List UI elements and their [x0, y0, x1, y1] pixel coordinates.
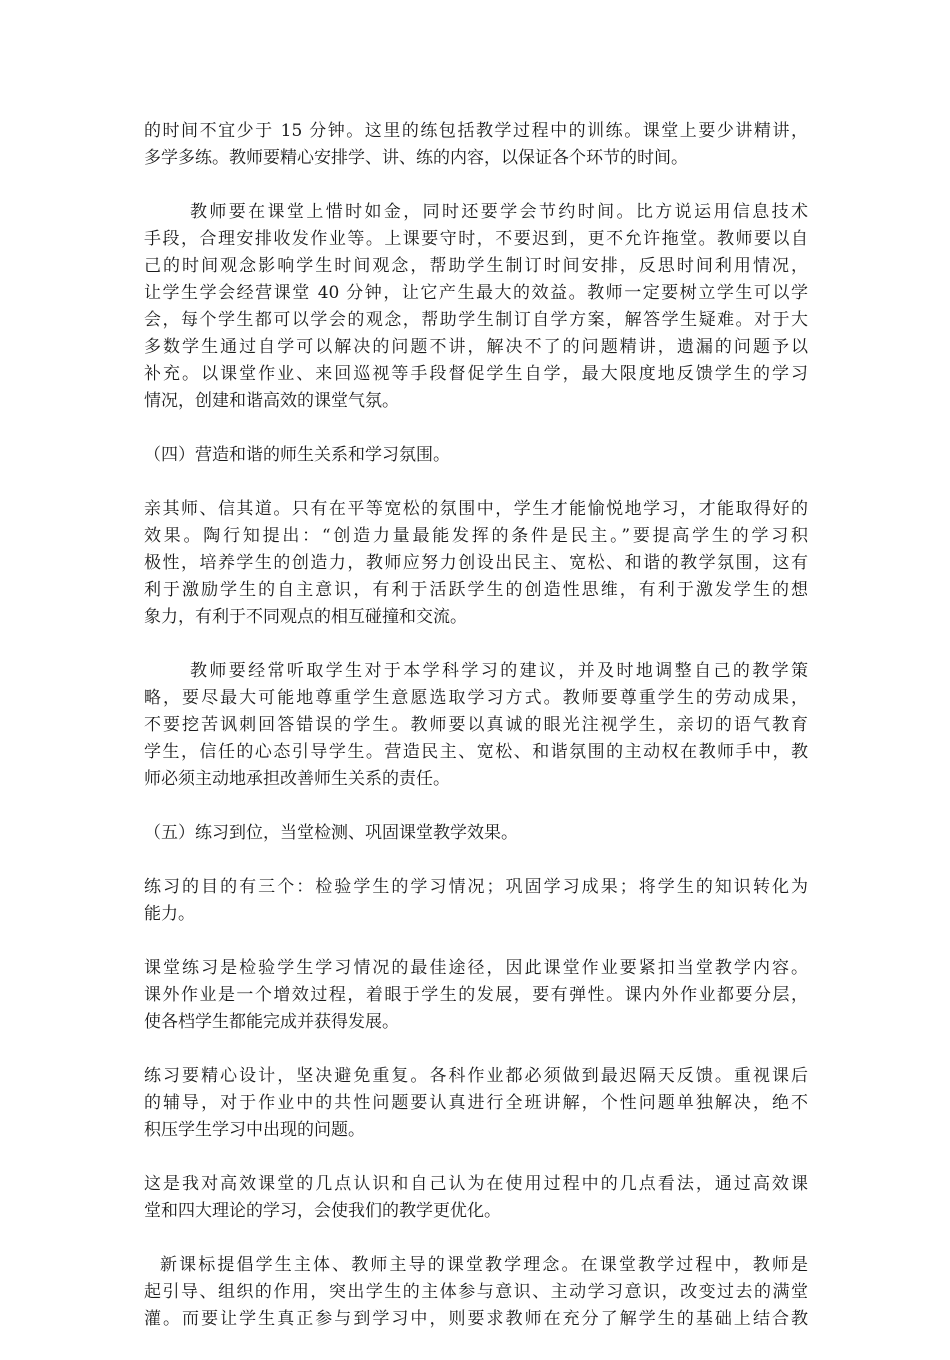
- text-line: 堂和四大理论的学习，会使我们的教学更优化。: [144, 1201, 501, 1221]
- text-line: 己的时间观念影响学生时间观念，帮助学生制订时间安排，反思时间利用情况，: [144, 256, 808, 276]
- text-line: 练习的目的有三个：检验学生的学习情况；巩固学习成果；将学生的知识转化为: [144, 877, 808, 897]
- text-line: 让学生学会经营课堂 40 分钟，让它产生最大的效益。教师一定要树立学生可以学: [144, 283, 808, 303]
- text-line: 情况，创建和谐高效的课堂气氛。: [144, 391, 399, 411]
- paragraph: [144, 1171, 808, 1225]
- text-line: 会，每个学生都可以学会的观念，帮助学生制订自学方案，解答学生疑难。对于大: [144, 310, 808, 330]
- text-line: 利于激励学生的自主意识，有利于活跃学生的创造性思维，有利于激发学生的想: [144, 580, 808, 600]
- text-line: 补充。以课堂作业、来回巡视等手段督促学生自学，最大限度地反馈学生的学习: [144, 364, 808, 384]
- paragraph: [144, 199, 808, 415]
- text-line: 教师要在课堂上惜时如金，同时还要学会节约时间。比方说运用信息技术: [190, 202, 808, 222]
- text-line: 课外作业是一个增效过程，着眼于学生的发展，要有弹性。课内外作业都要分层，: [144, 985, 808, 1005]
- text-line: 使各档学生都能完成并获得发展。: [144, 1012, 399, 1032]
- text-line: 师必须主动地承担改善师生关系的责任。: [144, 769, 450, 789]
- text-line: 课堂练习是检验学生学习情况的最佳途径，因此课堂作业要紧扣当堂教学内容。: [144, 958, 808, 978]
- text-line: 多学多练。教师要精心安排学、讲、练的内容，以保证各个环节的时间。: [144, 148, 688, 168]
- paragraph: [144, 442, 808, 469]
- text-line: 极性，培养学生的创造力，教师应努力创设出民主、宽松、和谐的教学氛围，这有: [144, 553, 808, 573]
- text-line: 练习要精心设计，坚决避免重复。各科作业都必须做到最迟隔天反馈。重视课后: [144, 1066, 808, 1086]
- text-line: 亲其师、信其道。只有在平等宽松的氛围中，学生才能愉悦地学习，才能取得好的: [144, 499, 808, 519]
- text-line: 略，要尽最大可能地尊重学生意愿选取学习方式。教师要尊重学生的劳动成果，: [144, 688, 808, 708]
- text-line: 能力。: [144, 904, 195, 924]
- text-line: 的辅导，对于作业中的共性问题要认真进行全班讲解，个性问题单独解决，绝不: [144, 1093, 808, 1113]
- text-line: 灌。而要让学生真正参与到学习中，则要求教师在充分了解学生的基础上结合教: [144, 1309, 808, 1329]
- text-line: 手段，合理安排收发作业等。上课要守时，不要迟到，更不允许拖堂。教师要以自: [144, 229, 808, 249]
- text-line: 这是我对高效课堂的几点认识和自己认为在使用过程中的几点看法，通过高效课: [144, 1174, 808, 1194]
- text-line: 教师要经常听取学生对于本学科学习的建议，并及时地调整自己的教学策: [190, 661, 808, 681]
- text-line: 积压学生学习中出现的问题。: [144, 1120, 365, 1140]
- text-line: 多数学生通过自学可以解决的问题不讲，解决不了的问题精讲，遗漏的问题予以: [144, 337, 808, 357]
- paragraph: [144, 955, 808, 1036]
- text-line: 新课标提倡学生主体、教师主导的课堂教学理念。在课堂教学过程中，教师是: [160, 1255, 808, 1275]
- text-line: （四）营造和谐的师生关系和学习氛围。: [144, 445, 450, 465]
- paragraph: [144, 658, 808, 793]
- paragraph: [144, 1252, 808, 1333]
- text-line: 学生，信任的心态引导学生。营造民主、宽松、和谐氛围的主动权在教师手中，教: [144, 742, 808, 762]
- text-line: 的时间不宜少于 15 分钟。这里的练包括教学过程中的训练。课堂上要少讲精讲，: [144, 121, 808, 141]
- text-line: 不要挖苦讽刺回答错误的学生。教师要以真诚的眼光注视学生，亲切的语气教育: [144, 715, 808, 735]
- paragraph: [144, 820, 808, 847]
- document-page: [144, 118, 808, 1360]
- paragraph: [144, 874, 808, 928]
- text-line: 效果。陶行知提出：“创造力量最能发挥的条件是民主。”要提高学生的学习积: [144, 526, 808, 546]
- paragraph: [144, 118, 808, 172]
- text-line: 起引导、组织的作用，突出学生的主体参与意识、主动学习意识，改变过去的满堂: [144, 1282, 808, 1302]
- text-line: （五）练习到位，当堂检测、巩固课堂教学效果。: [144, 823, 518, 843]
- paragraph: [144, 496, 808, 631]
- text-line: 象力，有利于不同观点的相互碰撞和交流。: [144, 607, 467, 627]
- paragraph: [144, 1063, 808, 1144]
